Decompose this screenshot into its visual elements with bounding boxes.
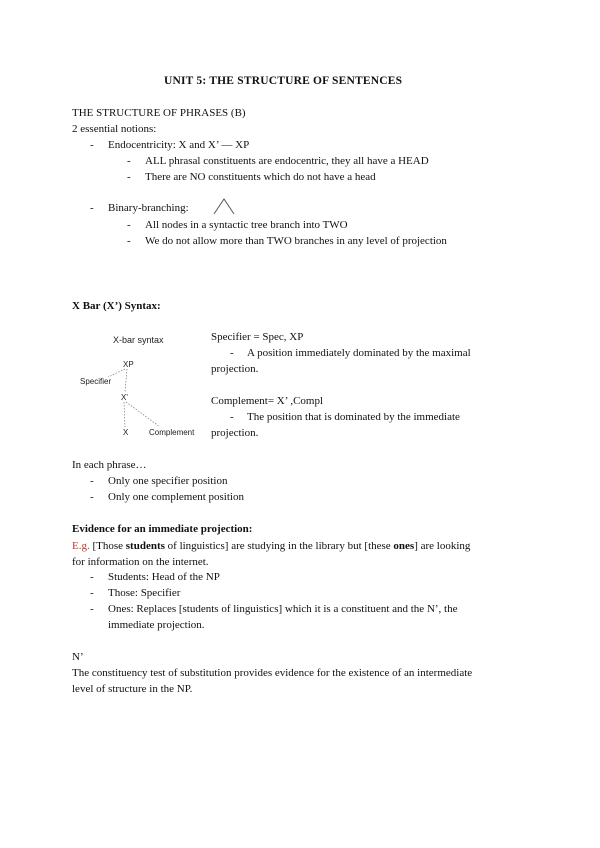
bullet-dash: -	[127, 155, 131, 167]
eg-label: E.g.	[72, 540, 90, 552]
diagram-title: X-bar syntax	[113, 335, 164, 345]
example-bold-word: ones	[393, 540, 415, 552]
bullet-dash: -	[230, 347, 234, 359]
each-phrase-item-2: Only one complement position	[108, 491, 244, 503]
evidence-item-3: Ones: Replaces [students of linguistics] which it is a constituent and the N’, the	[108, 603, 458, 615]
page-title: UNIT 5: THE STRUCTURE OF SENTENCES	[164, 75, 403, 87]
binary-subitem-1: All nodes in a syntactic tree branch into TWO	[145, 219, 348, 231]
example-text: [Those	[89, 540, 126, 552]
node-xbar: X'	[121, 393, 128, 402]
specifier-definition: Specifier = Spec, XP	[211, 331, 304, 343]
nbar-text-cont: level of structure in the NP.	[72, 683, 193, 695]
complement-description-cont: projection.	[211, 427, 259, 439]
bullet-dash: -	[90, 491, 94, 503]
bullet-dash: -	[230, 411, 234, 423]
example-sentence-cont: for information on the internet.	[72, 556, 209, 568]
branch-line	[125, 369, 127, 392]
example-sentence	[72, 538, 470, 554]
specifier-description: A position immediately dominated by the maximal	[247, 347, 471, 359]
complement-definition: Complement= X’ ,Compl	[211, 395, 324, 407]
evidence-heading: Evidence for an immediate projection:	[72, 523, 253, 535]
bullet-dash: -	[90, 603, 94, 615]
nbar-text: The constituency test of substitution provides evidence for the existence of an intermediate	[72, 667, 473, 679]
xbar-tree-diagram	[78, 330, 208, 442]
example-text: of linguistics] are studying in the library but [these	[164, 540, 394, 552]
bullet-dash: -	[90, 475, 94, 487]
bullet-dash: -	[127, 219, 131, 231]
branch-line	[124, 402, 125, 427]
bullet-dash: -	[90, 587, 94, 599]
section-heading-phrases: THE STRUCTURE OF PHRASES (B)	[72, 107, 246, 119]
node-x: X	[123, 428, 129, 437]
each-phrase-item-1: Only one specifier position	[108, 475, 228, 487]
xbar-heading: X Bar (X’) Syntax:	[72, 300, 161, 312]
endo-subitem-1: ALL phrasal constituents are endocentric, they all have a HEAD	[145, 155, 429, 167]
endo-subitem-2: There are NO constituents which do not have a head	[145, 171, 376, 183]
bullet-dash: -	[127, 235, 131, 247]
bullet-dash: -	[90, 139, 94, 151]
example-text: ] are looking	[414, 540, 471, 552]
node-specifier: Specifier	[80, 377, 112, 386]
bullet-dash: -	[127, 171, 131, 183]
endocentricity-item: Endocentricity: X and X’ — XP	[108, 139, 250, 151]
example-bold-word: students	[125, 540, 165, 552]
each-phrase-intro: In each phrase…	[72, 459, 147, 471]
node-xp: XP	[123, 360, 134, 369]
nbar-label: N’	[72, 651, 84, 663]
evidence-item-3-cont: immediate projection.	[108, 619, 205, 631]
binary-subitem-2: We do not allow more than TWO branches in any level of projection	[145, 235, 447, 247]
branching-icon	[212, 196, 236, 216]
evidence-item-2: Those: Specifier	[108, 587, 181, 599]
node-complement: Complement	[149, 428, 195, 437]
bullet-dash: -	[90, 202, 94, 214]
evidence-item-1: Students: Head of the NP	[108, 571, 220, 583]
branch-line	[108, 369, 125, 377]
branch-line	[126, 402, 160, 427]
bullet-dash: -	[90, 571, 94, 583]
notions-intro: 2 essential notions:	[72, 123, 157, 135]
complement-description: The position that is dominated by the immediate	[247, 411, 460, 423]
specifier-description-cont: projection.	[211, 363, 259, 375]
binary-branching-item: Binary-branching:	[108, 202, 189, 214]
